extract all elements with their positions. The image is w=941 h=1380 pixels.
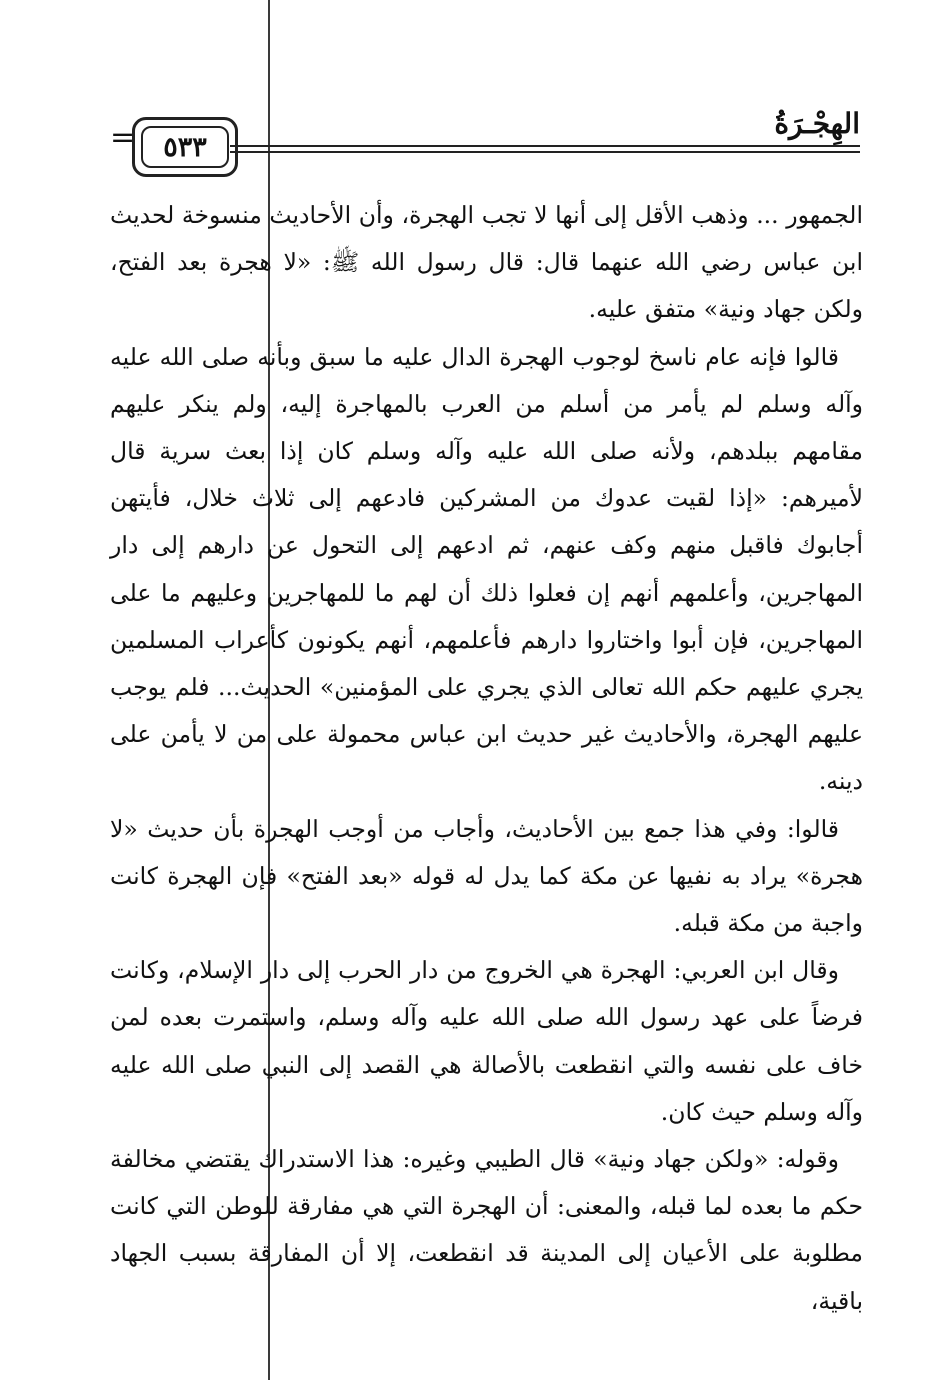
paragraph-4: وقال ابن العربي: الهجرة هي الخروج من دار الحرب إلى دار الإسلام، وكانت فرضاً على عهد رسول الله صلى الله عليه وآله وسلم، واستمرت بعده لمن خاف على نفسه والتي انقطعت بالأصالة هي القصد إلى النبي صلى الله عليه وآله وسلم حيث كان. bbox=[110, 956, 863, 1126]
page-header bbox=[110, 105, 860, 175]
page-number-frame bbox=[132, 117, 238, 177]
header-ornament: = bbox=[110, 120, 136, 155]
body-text bbox=[110, 192, 863, 1325]
page-number: ٥٣٣ bbox=[141, 126, 229, 168]
header-rule-top bbox=[230, 145, 860, 147]
paragraph-1: الجمهور ... وذهب الأقل إلى أنها لا تجب الهجرة، وأن الأحاديث منسوخة لحديث ابن عباس رضي الله عنهما قال: قال رسول الله ﷺ: «لا هجرة بعد الفتح، ولكن جهاد ونية» متفق عليه. bbox=[110, 201, 863, 324]
running-title: الهِجْـرَةُ bbox=[774, 107, 860, 140]
paragraph-5: وقوله: «ولكن جهاد ونية» قال الطيبي وغيره: هذا الاستدراك يقتضي مخالفة حكم ما بعده لما قبله، والمعنى: أن الهجرة التي هي مفارقة للوطن التي كانت مطلوبة على الأعيان إلى المدينة قد انقطعت، إلا أن المفارقة بسبب الجهاد باقية، bbox=[110, 1145, 863, 1315]
paragraph-3: قالوا: وفي هذا جمع بين الأحاديث، وأجاب من أوجب الهجرة بأن حديث «لا هجرة» يراد به نفيها عن مكة كما يدل له قوله «بعد الفتح» فإن الهجرة كانت واجبة من مكة قبله. bbox=[110, 814, 863, 938]
paragraph-2: قالوا فإنه عام ناسخ لوجوب الهجرة الدال عليه ما سبق وبأنه صلى الله عليه وآله وسلم لم يأمر من أسلم من العرب بالمهاجرة إليه، ولم ينكر عليهم مقامهم ببلدهم، ولأنه صلى الله عليه وآله وسلم كان إذا بعث سرية قال لأميرهم: «إذا لقيت عدوك من المشركين فادعهم إلى ثلاث خلال، فأيتهن أجابوك فاقبل منهم وكف عنهم، ثم ادعهم إلى التحول عن دارهم إلى دار المهاجرين، وأعلمهم أنهم إن فعلوا ذلك أن لهم ما للمهاجرين وعليهم ما على المهاجرين، فإن أبوا واختاروا دارهم فأعلمهم، أنهم يكونون كأعراب المسلمين يجري عليهم حكم الله تعالى الذي يجري على المؤمنين» الحديث... فلم يوجب عليهم الهجرة، والأحاديث غير حديث ابن عباس محمولة على من لا يأمن على دينه. bbox=[110, 342, 863, 796]
header-rule-bottom bbox=[230, 151, 860, 153]
